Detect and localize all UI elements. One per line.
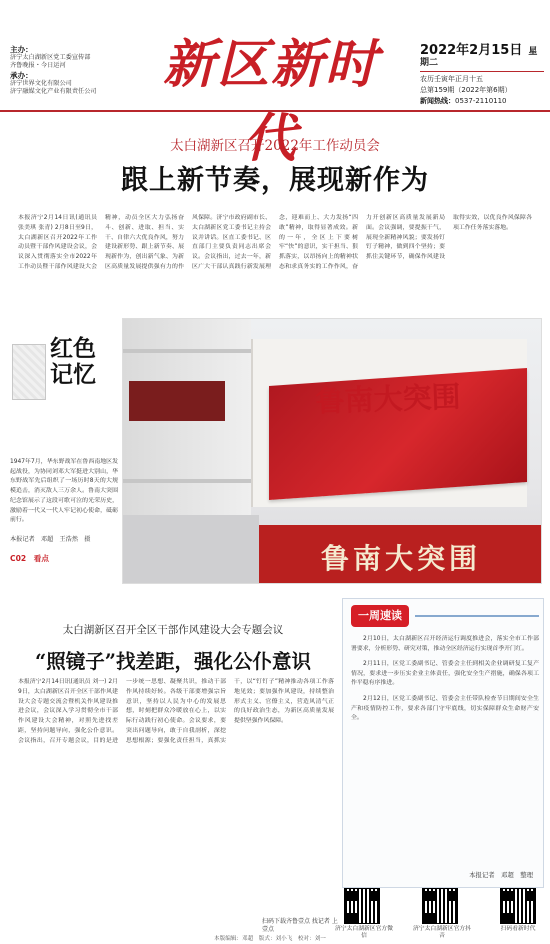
- digest-item: 2月12日，区党工委副书记、管委会主任带队检查节日期间安全生产和疫情防控工作，要求各部门守牢底线，切实保障群众生命财产安全。: [351, 695, 539, 722]
- see-page-link[interactable]: C02 看点: [10, 553, 49, 563]
- qr-code-icon: [344, 888, 380, 924]
- publisher-info: [10, 44, 138, 96]
- qr-code-icon: [422, 888, 458, 924]
- host-line: 济宁融媒文化产业有限责任公司: [10, 88, 97, 95]
- red-memory-title-line2: 记忆: [50, 361, 96, 388]
- photo-floor: [123, 515, 259, 584]
- weekly-digest-list: [351, 635, 539, 730]
- host-line: 济宁世界文化有限公司: [10, 80, 72, 87]
- app-download-note: 扫码下载齐鲁壹点 找记者 上壹点: [262, 918, 338, 933]
- divider: [420, 71, 544, 72]
- digest-item: 2月11日，区党工委副书记、管委会主任到相关企业调研复工复产情况，要求进一步压实企业主体责任，强化安全生产措施，确保各项工作平稳有序推进。: [351, 661, 539, 687]
- newspaper-title: 新区新时代: [162, 34, 379, 169]
- article2-headline[interactable]: “照镜子”找差距，强化公仆意识: [35, 650, 311, 673]
- edition-credits: 本版编辑：邓超 版式：刘小飞 校对：刘一: [214, 936, 326, 942]
- photo-exhibit-panel: [129, 381, 225, 421]
- issue-weekday: 星期二: [420, 47, 538, 68]
- sponsor-line: 济宁太白湖新区党工委宣传部: [10, 54, 91, 61]
- photo-red-base: [259, 525, 542, 584]
- issue-date: 2022年2月15日: [420, 43, 523, 58]
- red-memory-ornament: [12, 344, 46, 400]
- memorial-hall-photo: [122, 318, 542, 584]
- hotline-label: 新闻热线：: [420, 97, 455, 105]
- weekly-digest-byline: 本报记者 邓超 整理: [469, 871, 533, 879]
- divider: [415, 615, 539, 617]
- qr-caption: 扫码看新时代: [500, 926, 536, 932]
- qr-wechat[interactable]: [334, 888, 394, 940]
- qr-newspaper[interactable]: [490, 888, 546, 933]
- host-label: 承办：: [10, 71, 33, 80]
- article2-kicker: 太白湖新区召开全区干部作风建设大会专题会议: [62, 624, 284, 636]
- photo-base-text: 鲁南大突围: [320, 542, 481, 575]
- qr-douyin[interactable]: [412, 888, 472, 940]
- issue-number: 总第159期（2022年第6期）: [420, 86, 512, 94]
- weekly-digest-title: 一周速读: [351, 605, 409, 627]
- article1-kicker: 太白湖新区召开2022年工作动员会: [170, 138, 380, 154]
- qr-caption: 济宁太白湖新区官方抖音: [413, 926, 471, 939]
- issue-info: [420, 44, 544, 107]
- hotline-number: 0537-2110110: [455, 97, 507, 105]
- article1-body: 本报济宁2月14日讯(通讯员 张美琪 张青) 2月8日至9日，太白湖新区召开2022年工作动员暨干部作风建设会议，会议深入贯彻落实全市2022年工作动员暨干部作风建设大会精神，动员全区大力弘扬奋斗、创新、进取、担当、实干、自律六大优良作风，努力建设新形势、跟上新节奏、展现新作为，创出新气象、为新区高质量发展提供强有力的作风保障。济宁市政府副市长、太白湖新区党工委书记主持会议并讲话。区直工委书记、区直部门主要负责同志出席会议。会议指出，过去一年，新区广大干部认真践行新发展理念，迎难而上、大力发扬“四敢”精神，取得显著成效。新的一年，全区上下要树牢“快”的意识，实干担当、狠抓落实，以昂扬向上的精神状态和求真务实的工作作风，奋力开创新区高质量发展新局面。会议强调，要提振干气，展现全新精神风貌；要发扬钉钉子精神，做到四个坚持；要抓住关键环节，确保作风建设取得实效，以优良作风保障各项工作任务落实落地。: [18, 215, 532, 270]
- qr-code-icon: [500, 888, 536, 924]
- lunar-date: 农历壬寅年正月十五: [420, 75, 483, 83]
- photo-banner-text: 鲁南大突围: [314, 379, 462, 419]
- weekly-digest-box: [342, 598, 544, 888]
- sponsor-line: 齐鲁晚报・今日运河: [10, 62, 66, 69]
- red-memory-text: 1947年7月，华东野战军在鲁西南地区发起战役，为协同刘邓大军挺进大别山，华东野战军先后组织了一场历时8天的大规模追击，消灭敌人三万余人。鲁南大突围纪念馆展示了这段可歌可泣的光荣历史，激励着一代又一代人牢记初心使命，砥砺前行。: [10, 459, 118, 524]
- article1-headline[interactable]: 跟上新节奏，展现新作为: [121, 165, 429, 196]
- sponsor-label: 主办：: [10, 45, 33, 54]
- red-memory-byline: 本报记者 邓超 王浩然 摄: [10, 535, 91, 543]
- red-memory-column: [10, 336, 118, 564]
- digest-item: 2月10日，太白湖新区召开经济运行调度推进会，落实全市工作部署要求，分析形势、研究对策，推动全区经济运行实现首季开门红。: [351, 636, 539, 652]
- qr-caption: 济宁太白湖新区官方微信: [335, 926, 393, 939]
- article2-body: 本报济宁2月14日讯(通讯员 刘一) 2月9日，太白湖新区召开全区干部作风建设大会专题交流会暨机关作风建设推进会议，会议深入学习贯彻全市干部作风建设大会精神，对照先进找差距，坚持问题导向，强化公仆意识。会议指出，召开专题会议，目的是进一步统一思想、凝聚共识，推动干部作风持续好转。各级干部要增强宗旨意识，坚持以人民为中心的发展思想，时刻把群众冷暖放在心上，以实际行动践行初心使命。会议要求，要突出问题导向，敢于自我剖析，深挖思想根源；要强化责任担当，真抓实干，以“钉钉子”精神推动各项工作落地见效；要加强作风建设，持续整治形式主义、官僚主义，营造风清气正的良好政治生态，为新区高质量发展提供坚强作风保障。: [18, 679, 334, 744]
- red-memory-title-line1: 红色: [50, 335, 96, 362]
